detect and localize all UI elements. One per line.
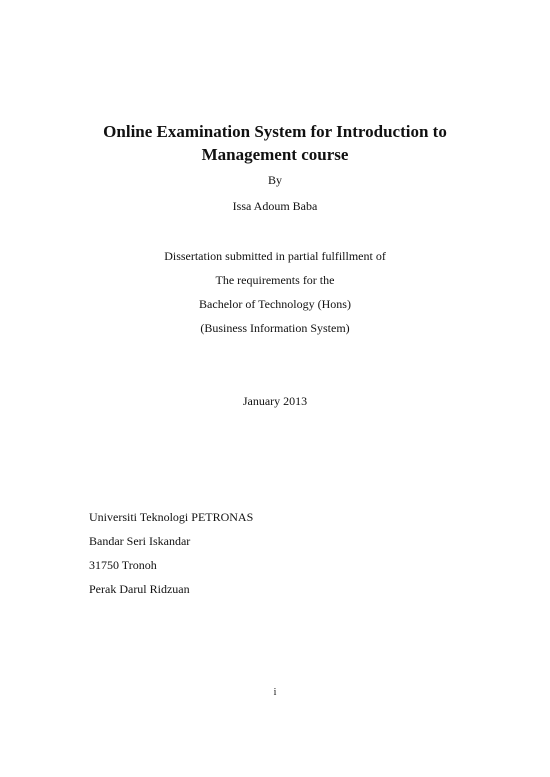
address-line-4: Perak Darul Ridzuan: [89, 582, 190, 596]
submission-line-2: The requirements for the: [215, 273, 335, 287]
author-name: Issa Adoum Baba: [232, 199, 318, 213]
title-line-1: Online Examination System for Introduction to: [103, 122, 447, 141]
by-label: By: [267, 173, 282, 187]
address-line-2: Bandar Seri Iskandar: [89, 534, 191, 548]
title-line-2: Management course: [201, 145, 349, 164]
submission-line-1: Dissertation submitted in partial fulfillment of: [164, 249, 386, 263]
submission-line-3: Bachelor of Technology (Hons): [199, 297, 351, 311]
submission-date: January 2013: [242, 394, 308, 408]
submission-line-4: (Business Information System): [200, 321, 350, 335]
address-line-1: Universiti Teknologi PETRONAS: [89, 510, 254, 524]
page-number: i: [273, 687, 277, 698]
address-line-3: 31750 Tronoh: [89, 558, 157, 572]
